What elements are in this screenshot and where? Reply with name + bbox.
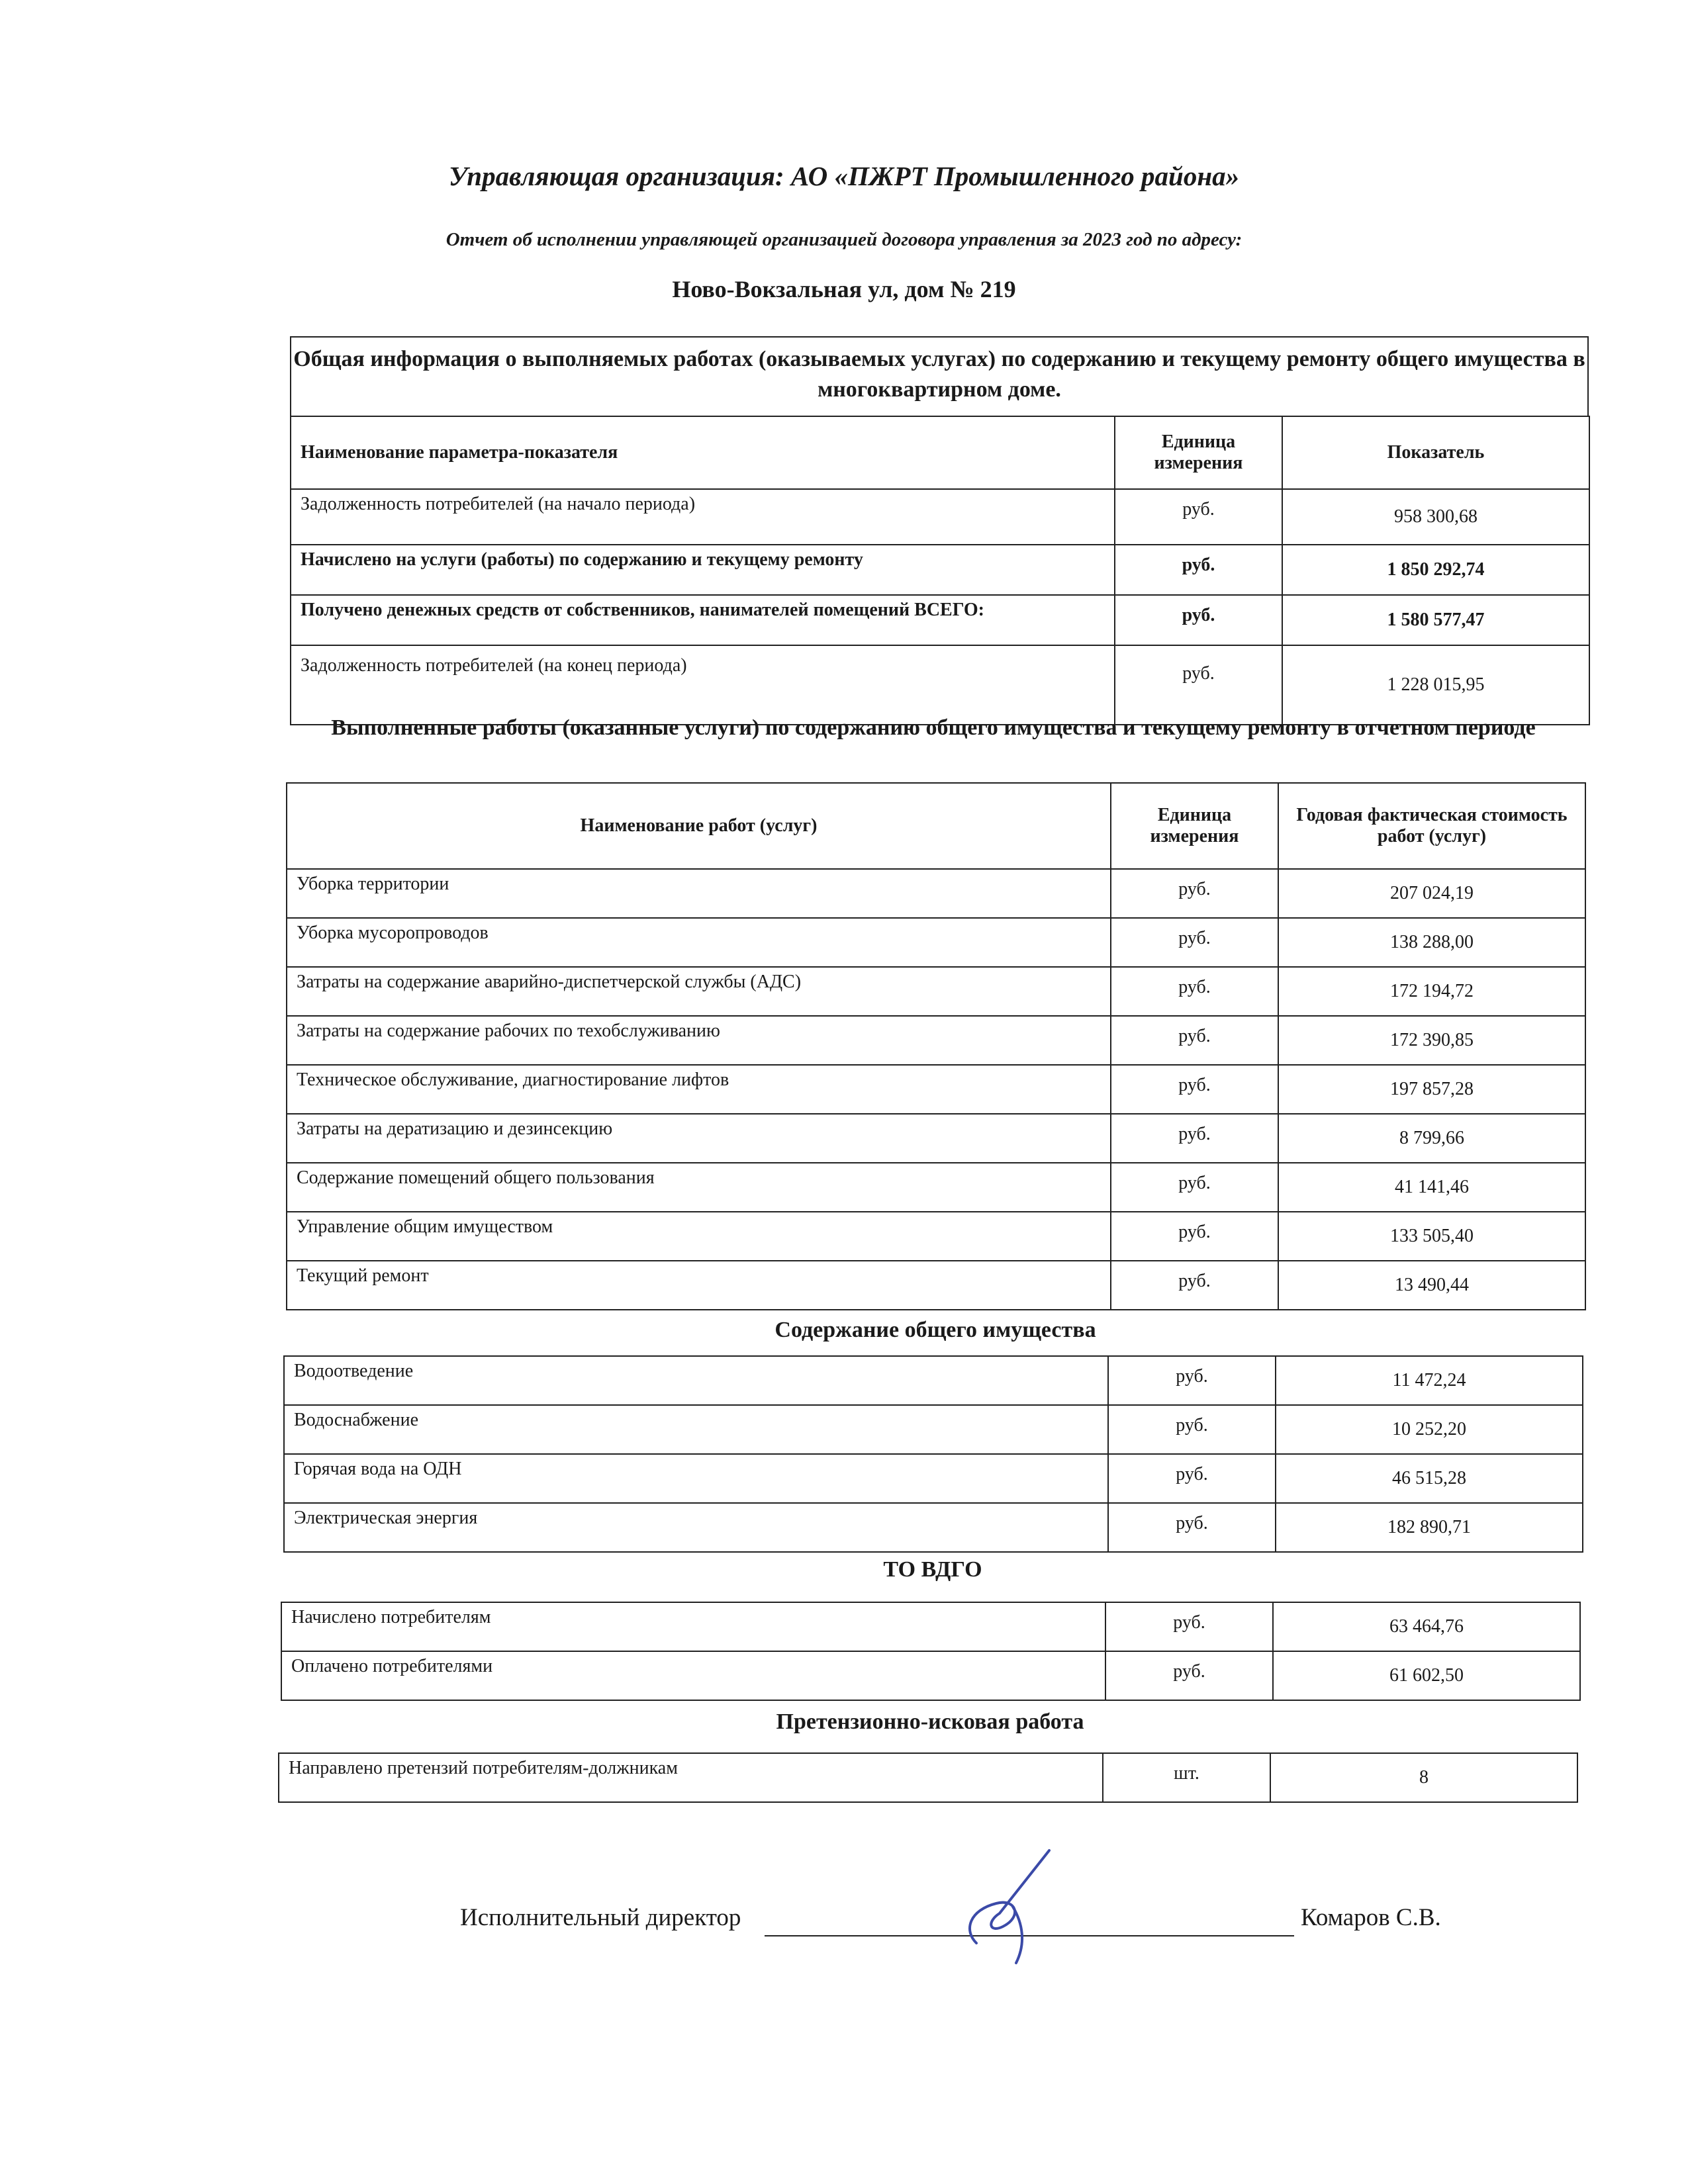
row-name: Уборка территории [287,869,1111,918]
table-row [284,1405,1583,1454]
row-value: 41 141,46 [1278,1163,1585,1212]
row-name: Уборка мусоропроводов [287,918,1111,967]
row-name: Затраты на содержание рабочих по техобслуживанию [287,1016,1111,1065]
table-row [291,595,1589,645]
row-unit: руб. [1108,1454,1276,1503]
claims-title: Претензионно-исковая работа [776,1709,1084,1734]
table-row [287,1016,1585,1065]
general-info-table [290,416,1590,725]
table-row [281,1651,1580,1700]
table-row [287,967,1585,1016]
general-info-title [290,336,1589,417]
handwritten-signature [950,1844,1062,1970]
row-unit: руб. [1108,1503,1276,1552]
table-row [284,1454,1583,1503]
general-info-header-row [291,416,1589,489]
row-name: Горячая вода на ОДН [284,1454,1108,1503]
row-value: 182 890,71 [1276,1503,1583,1552]
row-value: 133 505,40 [1278,1212,1585,1261]
table-row [281,1602,1580,1651]
table-row [287,1163,1585,1212]
column-header-work-name: Наименование работ (услуг) [287,783,1111,869]
general-info-title-text: Общая информация о выполняемых работах (оказываемых услугах) по содержанию и текущему ремонту общего имущества в многоквартирном доме. [293,347,1585,402]
row-value: 1 228 015,95 [1282,645,1589,725]
column-header-value: Показатель [1282,416,1589,489]
row-unit: руб. [1115,595,1282,645]
row-name: Затраты на дератизацию и дезинсекцию [287,1114,1111,1163]
row-unit: руб. [1111,1212,1278,1261]
table-row [287,1212,1585,1261]
table-row [287,1065,1585,1114]
row-value: 46 515,28 [1276,1454,1583,1503]
row-unit: шт. [1103,1753,1270,1802]
row-name: Водоснабжение [284,1405,1108,1454]
row-unit: руб. [1115,645,1282,725]
row-name: Текущий ремонт [287,1261,1111,1310]
signer-position: Исполнительный директор [460,1904,741,1931]
row-name: Задолженность потребителей (на конец периода) [291,645,1115,725]
column-header-unit: Единица измерения [1111,783,1278,869]
report-subtitle: Отчет об исполнении управляющей организацией договора управления за 2023 год по адресу: [445,229,1243,250]
row-name: Получено денежных средств от собственников, нанимателей помещений ВСЕГО: [291,595,1115,645]
row-unit: руб. [1111,1163,1278,1212]
row-value: 1 850 292,74 [1282,545,1589,595]
row-name: Оплачено потребителями [281,1651,1105,1700]
organization-title: Управляющая организация: АО «ПЖРТ Промышленного района» [448,161,1240,191]
signature-area [460,1903,1466,1956]
row-value: 10 252,20 [1276,1405,1583,1454]
claims-table [278,1752,1578,1803]
row-value: 63 464,76 [1273,1602,1580,1651]
row-unit: руб. [1111,1065,1278,1114]
column-header-parameter: Наименование параметра-показателя [291,416,1115,489]
table-row [287,1114,1585,1163]
row-unit: руб. [1111,1114,1278,1163]
row-unit: руб. [1108,1405,1276,1454]
table-row [287,869,1585,918]
column-header-annual-cost: Годовая фактическая стоимость работ (услуг) [1278,783,1585,869]
row-unit: руб. [1105,1602,1273,1651]
row-value: 1 580 577,47 [1282,595,1589,645]
row-unit: руб. [1108,1356,1276,1405]
row-name: Водоотведение [284,1356,1108,1405]
row-unit: руб. [1115,489,1282,545]
table-row [291,489,1589,545]
row-name: Содержание помещений общего пользования [287,1163,1111,1212]
row-name: Электрическая энергия [284,1503,1108,1552]
column-header-unit: Единица измерения [1115,416,1282,489]
row-value: 958 300,68 [1282,489,1589,545]
row-name: Затраты на содержание аварийно-диспетчерской службы (АДС) [287,967,1111,1016]
row-value: 172 194,72 [1278,967,1585,1016]
works-table [286,782,1586,1310]
row-value: 8 [1270,1753,1577,1802]
vdgo-table [281,1602,1581,1701]
house-address: Ново-Вокзальная ул, дом № 219 [672,276,1016,302]
table-row [284,1356,1583,1405]
row-value: 61 602,50 [1273,1651,1580,1700]
works-section-title: Выполненные работы (оказанные услуги) по содержанию общего имущества и текущему ремонту в отчетном периоде [331,715,1536,740]
row-name: Техническое обслуживание, диагностирование лифтов [287,1065,1111,1114]
row-value: 172 390,85 [1278,1016,1585,1065]
table-row [291,545,1589,595]
row-unit: руб. [1111,1016,1278,1065]
common-property-title: Содержание общего имущества [774,1318,1096,1342]
row-unit: руб. [1115,545,1282,595]
row-value: 138 288,00 [1278,918,1585,967]
row-unit: руб. [1111,1261,1278,1310]
table-row [287,918,1585,967]
row-name: Задолженность потребителей (на начало периода) [291,489,1115,545]
table-row [284,1503,1583,1552]
row-value: 13 490,44 [1278,1261,1585,1310]
row-value: 8 799,66 [1278,1114,1585,1163]
row-value: 207 024,19 [1278,869,1585,918]
table-row [287,1261,1585,1310]
row-value: 197 857,28 [1278,1065,1585,1114]
row-name: Начислено на услуги (работы) по содержанию и текущему ремонту [291,545,1115,595]
table-row [279,1753,1577,1802]
row-name: Управление общим имуществом [287,1212,1111,1261]
works-header-row [287,783,1585,869]
row-value: 11 472,24 [1276,1356,1583,1405]
row-unit: руб. [1111,967,1278,1016]
row-name: Начислено потребителям [281,1602,1105,1651]
row-unit: руб. [1105,1651,1273,1700]
row-unit: руб. [1111,918,1278,967]
signer-name: Комаров С.В. [1301,1904,1441,1931]
common-property-table [283,1355,1583,1553]
row-name: Направлено претензий потребителям-должникам [279,1753,1103,1802]
table-row [291,645,1589,725]
row-unit: руб. [1111,869,1278,918]
vdgo-title: ТО ВДГО [883,1557,982,1582]
